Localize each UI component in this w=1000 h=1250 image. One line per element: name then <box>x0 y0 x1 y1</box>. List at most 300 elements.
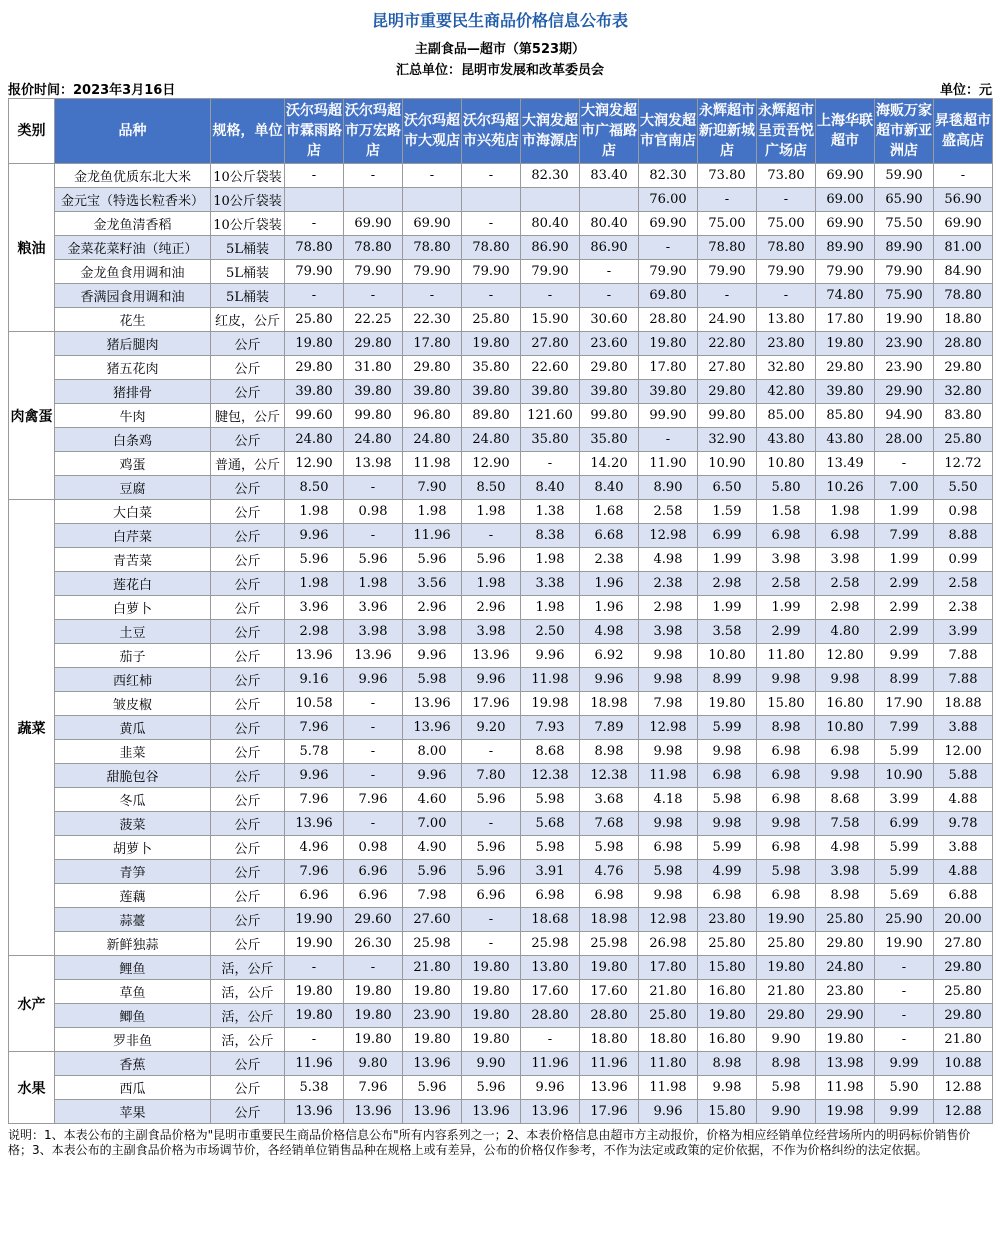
price-cell: 21.80 <box>403 956 462 980</box>
price-cell: 29.80 <box>934 956 993 980</box>
price-cell: 3.96 <box>344 596 403 620</box>
price-cell <box>580 188 639 212</box>
price-cell: 32.80 <box>934 380 993 404</box>
price-cell: - <box>285 212 344 236</box>
price-cell: 23.80 <box>698 908 757 932</box>
price-cell: 6.98 <box>698 764 757 788</box>
price-cell: 28.80 <box>521 1004 580 1028</box>
price-cell: 9.96 <box>285 524 344 548</box>
price-cell: 13.96 <box>344 644 403 668</box>
price-cell: 29.60 <box>344 908 403 932</box>
product-name-cell: 鲤鱼 <box>55 956 211 980</box>
price-cell: 11.96 <box>403 524 462 548</box>
price-cell: 1.98 <box>462 500 521 524</box>
product-name-cell: 草鱼 <box>55 980 211 1004</box>
price-cell: 17.80 <box>816 308 875 332</box>
price-cell: 29.80 <box>580 356 639 380</box>
price-cell: 4.76 <box>580 860 639 884</box>
price-cell: 13.96 <box>403 1052 462 1076</box>
price-cell: 9.78 <box>934 812 993 836</box>
table-row <box>9 308 993 332</box>
product-name-cell: 莲藕 <box>55 884 211 908</box>
price-cell: 8.50 <box>462 476 521 500</box>
price-cell: 2.99 <box>757 620 816 644</box>
spec-cell: 公斤 <box>211 788 285 812</box>
price-cell: 9.20 <box>462 716 521 740</box>
price-cell: 21.80 <box>934 1028 993 1052</box>
price-cell: 99.80 <box>344 404 403 428</box>
price-cell: 4.96 <box>285 836 344 860</box>
table-row <box>9 500 993 524</box>
table-row <box>9 836 993 860</box>
price-cell: 69.00 <box>816 188 875 212</box>
price-cell: - <box>698 188 757 212</box>
price-cell: 7.58 <box>816 812 875 836</box>
price-cell: 6.98 <box>580 884 639 908</box>
price-cell: 3.56 <box>403 572 462 596</box>
price-cell: 13.80 <box>757 308 816 332</box>
price-cell: - <box>521 284 580 308</box>
product-name-cell: 金菜花菜籽油（纯正） <box>55 236 211 260</box>
price-cell: 69.80 <box>639 284 698 308</box>
price-cell: 8.88 <box>934 524 993 548</box>
price-cell: 4.98 <box>639 548 698 572</box>
spec-cell: 公斤 <box>211 740 285 764</box>
table-row <box>9 452 993 476</box>
price-cell: 1.98 <box>285 500 344 524</box>
spec-cell: 公斤 <box>211 500 285 524</box>
price-cell: 9.98 <box>639 884 698 908</box>
price-cell: 75.90 <box>875 284 934 308</box>
product-name-cell: 白条鸡 <box>55 428 211 452</box>
price-cell: 7.98 <box>403 884 462 908</box>
spec-cell: 公斤 <box>211 572 285 596</box>
price-cell: 5.96 <box>403 860 462 884</box>
spec-cell: 公斤 <box>211 524 285 548</box>
category-cell: 水果 <box>9 1052 55 1124</box>
price-cell: 5.96 <box>403 1076 462 1100</box>
price-cell: 6.98 <box>816 740 875 764</box>
price-cell <box>462 188 521 212</box>
price-cell: 5.99 <box>875 836 934 860</box>
price-cell: 12.38 <box>580 764 639 788</box>
price-cell: 6.99 <box>875 812 934 836</box>
price-cell: 2.58 <box>639 500 698 524</box>
price-cell: 39.80 <box>521 380 580 404</box>
price-cell: 9.98 <box>639 740 698 764</box>
price-cell: - <box>344 524 403 548</box>
price-cell: 75.00 <box>757 212 816 236</box>
price-cell: 19.90 <box>285 932 344 956</box>
table-row <box>9 356 993 380</box>
price-cell: - <box>580 260 639 284</box>
price-cell: 1.68 <box>580 500 639 524</box>
price-cell: 85.00 <box>757 404 816 428</box>
product-name-cell: 苹果 <box>55 1100 211 1124</box>
price-cell: 8.98 <box>580 740 639 764</box>
price-cell: 24.80 <box>285 428 344 452</box>
product-name-cell: 韭菜 <box>55 740 211 764</box>
header-product: 品种 <box>55 99 211 164</box>
table-row <box>9 188 993 212</box>
price-cell: 8.98 <box>698 1052 757 1076</box>
product-name-cell: 金龙鱼清香稻 <box>55 212 211 236</box>
price-cell: 18.80 <box>580 1028 639 1052</box>
price-cell: - <box>639 428 698 452</box>
price-cell: 9.99 <box>875 644 934 668</box>
price-cell: 12.98 <box>639 908 698 932</box>
price-cell: 75.50 <box>875 212 934 236</box>
price-cell: - <box>344 764 403 788</box>
price-cell: 9.96 <box>462 668 521 692</box>
price-cell: 121.60 <box>521 404 580 428</box>
product-name-cell: 金龙鱼食用调和油 <box>55 260 211 284</box>
price-cell: 5.80 <box>757 476 816 500</box>
price-cell: 18.80 <box>934 308 993 332</box>
product-name-cell: 青苦菜 <box>55 548 211 572</box>
product-name-cell: 菠菜 <box>55 812 211 836</box>
table-row <box>9 164 993 188</box>
price-cell: - <box>698 284 757 308</box>
price-cell: 13.96 <box>285 1100 344 1124</box>
price-cell: 1.98 <box>521 596 580 620</box>
price-cell: 24.90 <box>698 308 757 332</box>
price-cell: 35.80 <box>580 428 639 452</box>
price-cell: 7.96 <box>344 788 403 812</box>
price-cell: - <box>344 692 403 716</box>
product-name-cell: 皱皮椒 <box>55 692 211 716</box>
price-cell: 6.98 <box>757 740 816 764</box>
header-store: 大润发超市广福路店 <box>580 99 639 164</box>
product-name-cell: 猪五花肉 <box>55 356 211 380</box>
price-cell: 5.96 <box>462 548 521 572</box>
price-cell: - <box>521 1028 580 1052</box>
price-cell: 2.50 <box>521 620 580 644</box>
spec-cell: 公斤 <box>211 668 285 692</box>
price-cell: 73.80 <box>757 164 816 188</box>
price-cell: 13.96 <box>403 716 462 740</box>
price-cell: 89.80 <box>462 404 521 428</box>
price-cell: 0.98 <box>344 836 403 860</box>
spec-cell: 公斤 <box>211 596 285 620</box>
price-cell: 9.98 <box>698 812 757 836</box>
price-cell: 2.38 <box>934 596 993 620</box>
price-cell: 13.96 <box>462 1100 521 1124</box>
price-cell: 5.96 <box>462 860 521 884</box>
price-cell: 30.60 <box>580 308 639 332</box>
price-cell: 39.80 <box>285 380 344 404</box>
table-row <box>9 956 993 980</box>
price-cell: 29.90 <box>816 1004 875 1028</box>
price-cell: 10.90 <box>698 452 757 476</box>
price-cell: 6.98 <box>816 524 875 548</box>
price-cell: 13.49 <box>816 452 875 476</box>
price-cell: 9.96 <box>580 668 639 692</box>
price-cell: 23.60 <box>580 332 639 356</box>
spec-cell: 公斤 <box>211 332 285 356</box>
table-row <box>9 620 993 644</box>
product-name-cell: 西瓜 <box>55 1076 211 1100</box>
price-cell: - <box>934 164 993 188</box>
product-name-cell: 金元宝（特选长粒香米） <box>55 188 211 212</box>
price-cell: 12.98 <box>639 524 698 548</box>
price-cell: 1.99 <box>875 500 934 524</box>
product-name-cell: 黄瓜 <box>55 716 211 740</box>
price-cell: 79.90 <box>816 260 875 284</box>
price-cell: 69.90 <box>816 212 875 236</box>
price-cell: 79.90 <box>875 260 934 284</box>
product-name-cell: 花生 <box>55 308 211 332</box>
spec-cell: 公斤 <box>211 932 285 956</box>
price-cell: 69.90 <box>403 212 462 236</box>
spec-cell: 公斤 <box>211 620 285 644</box>
price-cell: 1.99 <box>698 596 757 620</box>
price-cell: 29.90 <box>875 380 934 404</box>
price-cell: 3.98 <box>403 620 462 644</box>
table-row <box>9 644 993 668</box>
price-cell: 31.80 <box>344 356 403 380</box>
table-row <box>9 716 993 740</box>
product-name-cell: 茄子 <box>55 644 211 668</box>
price-cell: 81.00 <box>934 236 993 260</box>
price-cell: 2.38 <box>580 548 639 572</box>
price-cell: 27.80 <box>934 932 993 956</box>
price-cell: - <box>344 164 403 188</box>
price-cell: 5.68 <box>521 812 580 836</box>
price-cell: 3.38 <box>521 572 580 596</box>
price-cell: 79.90 <box>757 260 816 284</box>
price-cell: 23.80 <box>757 332 816 356</box>
price-cell: 5.69 <box>875 884 934 908</box>
price-cell: 19.80 <box>698 1004 757 1028</box>
price-cell: 18.98 <box>580 908 639 932</box>
price-cell: 4.99 <box>698 860 757 884</box>
table-row <box>9 236 993 260</box>
spec-cell: 5L桶装 <box>211 284 285 308</box>
price-cell: 22.80 <box>698 332 757 356</box>
price-cell: 1.38 <box>521 500 580 524</box>
price-cell: 82.30 <box>521 164 580 188</box>
price-cell: 22.30 <box>403 308 462 332</box>
price-cell: 17.90 <box>875 692 934 716</box>
price-cell: 5.96 <box>462 1076 521 1100</box>
price-cell: 8.38 <box>521 524 580 548</box>
spec-cell: 10公斤袋装 <box>211 212 285 236</box>
table-row <box>9 548 993 572</box>
price-cell: 11.80 <box>757 644 816 668</box>
spec-cell: 公斤 <box>211 380 285 404</box>
price-cell: 25.98 <box>403 932 462 956</box>
price-cell: 78.80 <box>344 236 403 260</box>
price-cell: 19.80 <box>580 956 639 980</box>
price-cell: 29.80 <box>344 332 403 356</box>
product-name-cell: 莲花白 <box>55 572 211 596</box>
price-cell: 24.80 <box>462 428 521 452</box>
product-name-cell: 大白菜 <box>55 500 211 524</box>
price-cell: 9.96 <box>403 764 462 788</box>
price-cell: 12.72 <box>934 452 993 476</box>
price-cell: 18.88 <box>934 692 993 716</box>
price-cell: - <box>344 812 403 836</box>
price-cell: 9.98 <box>757 668 816 692</box>
spec-cell: 公斤 <box>211 644 285 668</box>
price-cell: 3.98 <box>462 620 521 644</box>
price-cell: 6.98 <box>698 884 757 908</box>
price-cell: 7.96 <box>285 860 344 884</box>
price-cell: 75.00 <box>698 212 757 236</box>
price-cell: 28.80 <box>639 308 698 332</box>
price-cell: 11.80 <box>639 1052 698 1076</box>
price-cell: - <box>462 740 521 764</box>
price-cell: 39.80 <box>580 380 639 404</box>
price-cell: - <box>875 1028 934 1052</box>
price-cell: 23.90 <box>403 1004 462 1028</box>
price-cell: 99.90 <box>639 404 698 428</box>
price-cell: 1.98 <box>285 572 344 596</box>
price-cell: - <box>344 716 403 740</box>
price-cell: 13.96 <box>344 1100 403 1124</box>
price-cell: 25.80 <box>934 980 993 1004</box>
price-cell: 4.90 <box>403 836 462 860</box>
price-cell: 12.88 <box>934 1076 993 1100</box>
price-cell: 2.98 <box>639 596 698 620</box>
price-cell: 23.90 <box>875 332 934 356</box>
price-cell: 42.80 <box>757 380 816 404</box>
price-cell: 4.88 <box>934 860 993 884</box>
price-cell: 9.96 <box>521 644 580 668</box>
price-cell: - <box>285 164 344 188</box>
price-cell <box>521 188 580 212</box>
price-cell <box>285 188 344 212</box>
price-cell: 89.90 <box>875 236 934 260</box>
price-cell: 29.80 <box>403 356 462 380</box>
price-cell: 5.99 <box>698 836 757 860</box>
price-cell: 25.80 <box>462 308 521 332</box>
price-cell: 23.80 <box>816 980 875 1004</box>
table-row <box>9 1100 993 1124</box>
price-cell: 1.96 <box>580 596 639 620</box>
price-cell: 10.80 <box>698 644 757 668</box>
header-store: 大润发超市海源店 <box>521 99 580 164</box>
spec-cell: 腱包，公斤 <box>211 404 285 428</box>
price-cell: 13.80 <box>521 956 580 980</box>
spec-cell: 公斤 <box>211 1076 285 1100</box>
price-cell: 5.96 <box>403 548 462 572</box>
price-cell: 2.58 <box>816 572 875 596</box>
price-cell: 12.00 <box>934 740 993 764</box>
header-store: 昇毯超市盛高店 <box>934 99 993 164</box>
table-row <box>9 332 993 356</box>
price-cell: 39.80 <box>403 380 462 404</box>
price-cell: 89.90 <box>816 236 875 260</box>
price-cell: 5.98 <box>580 836 639 860</box>
price-cell: 12.38 <box>521 764 580 788</box>
price-cell: 19.80 <box>344 1028 403 1052</box>
spec-cell: 公斤 <box>211 476 285 500</box>
price-cell: - <box>521 452 580 476</box>
price-cell: 2.58 <box>934 572 993 596</box>
spec-cell: 公斤 <box>211 860 285 884</box>
price-cell: 12.90 <box>285 452 344 476</box>
price-cell: - <box>462 812 521 836</box>
price-cell: 3.68 <box>580 788 639 812</box>
table-header-row <box>9 99 993 164</box>
price-cell: 6.96 <box>344 884 403 908</box>
price-cell: 2.38 <box>639 572 698 596</box>
product-name-cell: 牛肉 <box>55 404 211 428</box>
page-title: 昆明市重要民生商品价格信息公布表 <box>371 11 628 30</box>
price-cell: 2.98 <box>816 596 875 620</box>
price-cell: 19.80 <box>344 1004 403 1028</box>
price-cell: 19.80 <box>816 332 875 356</box>
price-cell: 19.80 <box>285 980 344 1004</box>
product-name-cell: 青笋 <box>55 860 211 884</box>
price-cell: 4.98 <box>580 620 639 644</box>
price-table <box>8 98 993 1124</box>
price-cell: 25.98 <box>521 932 580 956</box>
spec-cell: 公斤 <box>211 716 285 740</box>
price-cell: 3.98 <box>816 860 875 884</box>
price-cell: 17.60 <box>580 980 639 1004</box>
price-cell: 26.30 <box>344 932 403 956</box>
price-cell: 13.96 <box>285 812 344 836</box>
price-cell: 13.96 <box>580 1076 639 1100</box>
price-cell: 5.96 <box>285 548 344 572</box>
price-cell: 4.88 <box>934 788 993 812</box>
spec-cell: 5L桶装 <box>211 236 285 260</box>
price-cell: 7.96 <box>344 1076 403 1100</box>
price-cell: - <box>462 284 521 308</box>
price-cell: 83.80 <box>934 404 993 428</box>
header-store: 沃尔玛超市兴苑店 <box>462 99 521 164</box>
price-cell: 6.92 <box>580 644 639 668</box>
footnote: 说明：1、本表公布的主副食品价格为"昆明市重要民生商品价格信息公布"所有内容系列之一；2、本表价格信息由超市方主动报价，价格为相应经销单位经营场所内的明码标价销售价格；3、本表公布的主副食品价格为市场调节价，各经销单位销售品种在规格上或有差异，公布的价格仅作参考，不作为法定或政策的定价依据，不作为价格纠纷的法定依据。 <box>8 1128 971 1157</box>
price-cell: 19.80 <box>344 980 403 1004</box>
price-cell: 7.00 <box>403 812 462 836</box>
price-cell: 3.99 <box>875 788 934 812</box>
price-cell: 19.80 <box>462 956 521 980</box>
price-cell: 8.50 <box>285 476 344 500</box>
price-cell: 19.80 <box>757 956 816 980</box>
price-cell: 25.80 <box>816 908 875 932</box>
product-name-cell: 白芹菜 <box>55 524 211 548</box>
price-cell: 6.98 <box>757 788 816 812</box>
price-cell: 7.90 <box>403 476 462 500</box>
price-cell: 1.59 <box>698 500 757 524</box>
spec-cell: 10公斤袋装 <box>211 164 285 188</box>
price-cell: 28.80 <box>580 1004 639 1028</box>
price-cell: 13.98 <box>344 452 403 476</box>
header-store: 沃尔玛超市万宏路店 <box>344 99 403 164</box>
spec-cell: 普通，公斤 <box>211 452 285 476</box>
spec-cell: 公斤 <box>211 428 285 452</box>
price-cell: - <box>875 452 934 476</box>
price-cell: 79.90 <box>698 260 757 284</box>
price-cell: 25.80 <box>934 428 993 452</box>
price-cell: 9.98 <box>816 764 875 788</box>
price-cell: 19.80 <box>816 1028 875 1052</box>
price-cell: 1.99 <box>698 548 757 572</box>
price-cell: - <box>344 284 403 308</box>
table-row <box>9 788 993 812</box>
table-row <box>9 668 993 692</box>
price-cell: 19.80 <box>462 1028 521 1052</box>
price-cell: 19.90 <box>285 908 344 932</box>
header-store: 沃尔玛超市霖雨路店 <box>285 99 344 164</box>
price-cell: 6.96 <box>285 884 344 908</box>
price-cell: 78.80 <box>403 236 462 260</box>
header-spec: 规格，单位 <box>211 99 285 164</box>
